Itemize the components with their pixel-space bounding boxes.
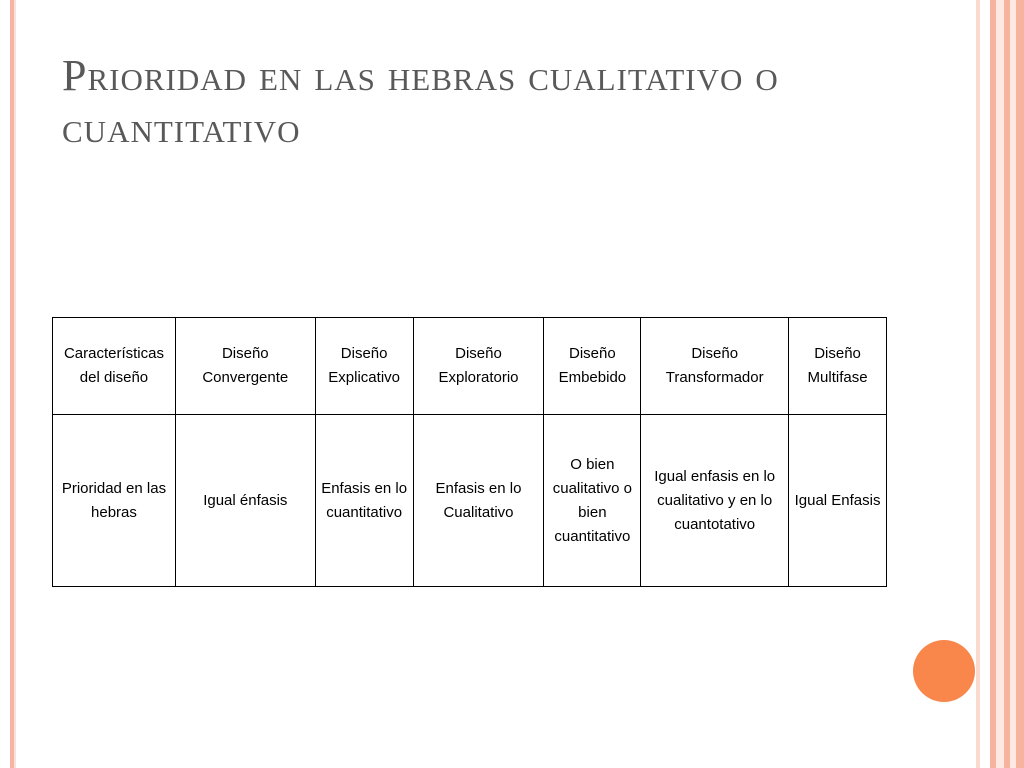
table-cell: Igual Enfasis — [789, 415, 887, 587]
table-header-cell: Diseño Transformador — [641, 318, 789, 415]
table-header-cell: Diseño Embebido — [544, 318, 641, 415]
table-cell: Prioridad en las hebras — [53, 415, 176, 587]
design-comparison-table — [52, 317, 887, 587]
table-header-cell: Diseño Exploratorio — [413, 318, 544, 415]
table-cell: Enfasis en lo Cualitativo — [413, 415, 544, 587]
orange-circle-decoration — [913, 640, 975, 702]
table-row — [53, 415, 887, 587]
slide-title: Prioridad en las hebras cualitativo o cuantitativo — [62, 51, 779, 152]
table-cell: Igual énfasis — [175, 415, 315, 587]
table-header-row — [53, 318, 887, 415]
table-cell: Igual enfasis en lo cualitativo y en lo cuantotativo — [641, 415, 789, 587]
table-header-cell: Diseño Multifase — [789, 318, 887, 415]
table-cell: Enfasis en lo cuantitativo — [315, 415, 413, 587]
left-decorative-bar-light — [14, 0, 16, 768]
table-header-cell: Diseño Explicativo — [315, 318, 413, 415]
table-header-cell: Diseño Convergente — [175, 318, 315, 415]
table-header-cell: Características del diseño — [53, 318, 176, 415]
table-cell: O bien cualitativo o bien cuantitativo — [544, 415, 641, 587]
right-decorative-stripes — [976, 0, 1024, 768]
